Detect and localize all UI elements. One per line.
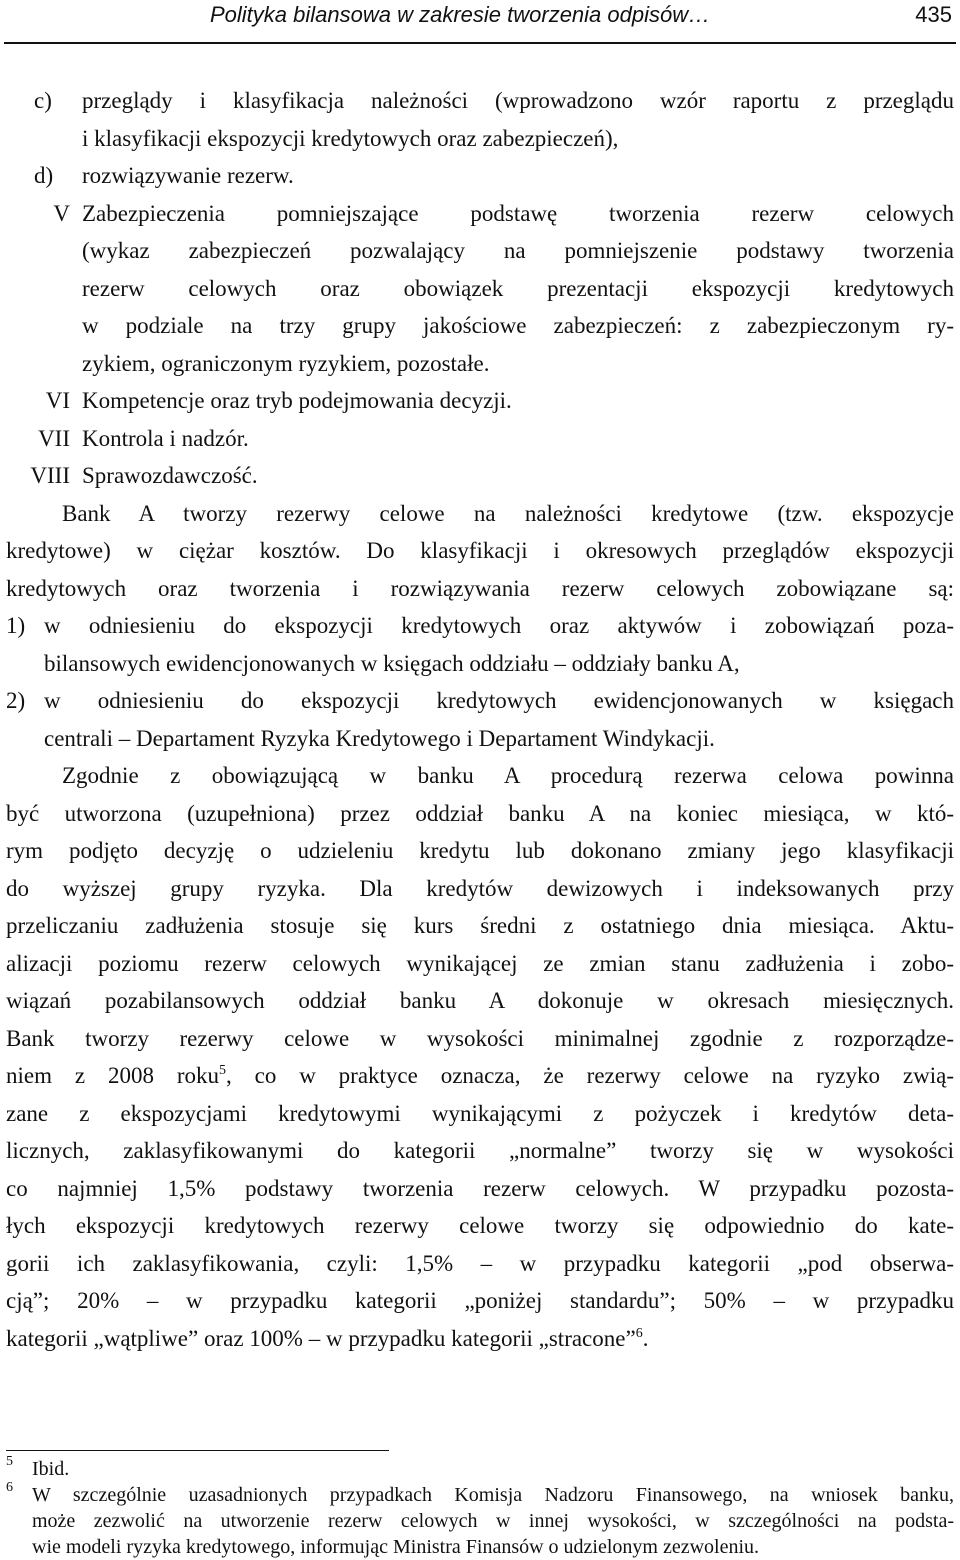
text-run: , co w praktyce oznacza, że rezerwy celowe na ryzyko zwią- <box>225 1063 954 1088</box>
text-line: rezerw celowych oraz obowiązek prezentacji ekspozycji kredytowych <box>82 275 954 301</box>
body-text <box>6 82 954 1357</box>
text-line: Kontrola i nadzór. <box>82 425 249 451</box>
text-line: rozwiązywanie rezerw. <box>82 163 294 188</box>
text-line: Kompetencje oraz tryb podejmowania decyzji. <box>82 388 512 413</box>
text-line: Sprawozdawczość. <box>82 463 258 488</box>
text-line: Bank A tworzy rezerwy celowe na należności kredytowe (tzw. ekspozycje <box>62 500 954 526</box>
text-line: przeglądy i klasyfikacja należności (wprowadzono wzór raportu z przeglądu <box>82 88 954 113</box>
text-line: centrali – Departament Ryzyka Kredytowego i Departament Windykacji. <box>44 725 715 751</box>
paragraph-1 <box>6 495 954 608</box>
footnote-mark: 5 <box>6 1454 13 1469</box>
text-run: niem z 2008 roku <box>6 1063 219 1088</box>
text-line: zykiem, ograniczonym ryzykiem, pozostałe. <box>82 350 490 376</box>
text-run: kategorii „wątpliwe” oraz 100% – w przypadku kategorii „stracone” <box>6 1325 636 1351</box>
footnote-ref-6[interactable]: 6 <box>635 1325 643 1341</box>
footnote-separator <box>6 1450 389 1451</box>
section-marker: VI <box>45 388 70 413</box>
list-item-d <box>6 157 954 195</box>
text-line <box>6 1320 954 1358</box>
page-number: 435 <box>915 2 952 27</box>
section-marker: VIII <box>30 463 70 488</box>
text-line: cją”; 20% – w przypadku kategorii „poniżej standardu”; 50% – w przypadku <box>6 1288 954 1313</box>
text-line: w odniesieniu do ekspozycji kredytowych oraz aktywów i zobowiązań poza- <box>44 613 954 638</box>
text-line: zane z ekspozycjami kredytowymi wynikającymi z pożyczek i kredytów deta- <box>6 1100 954 1126</box>
text-run: . <box>642 1325 649 1351</box>
text-line: licznych, zaklasyfikowanymi do kategorii „normalne” tworzy się w wysokości <box>6 1138 954 1163</box>
footnote-6 <box>6 1482 954 1560</box>
footnote-text: Ibid. <box>32 1458 70 1480</box>
footnote-mark: 6 <box>6 1480 13 1495</box>
section-item-vi <box>6 382 954 420</box>
section-item-viii <box>6 457 954 495</box>
footnote-ref-5[interactable]: 5 <box>218 1063 226 1078</box>
list-marker: d) <box>34 163 54 188</box>
text-line: co najmniej 1,5% podstawy tworzenia rezerw celowych. W przypadku pozosta- <box>6 1175 954 1201</box>
text-line: być utworzona (uzupełniona) przez oddział banku A na koniec miesiąca, w któ- <box>6 800 954 826</box>
section-marker: V <box>53 200 70 226</box>
numbered-item-2 <box>6 682 954 757</box>
text-line: kredytowe) w ciężar kosztów. Do klasyfikacji i okresowych przeglądów ekspozycji <box>6 538 954 563</box>
text-line: wiązań pozabilansowych oddział banku A dokonuje w okresach miesięcznych. <box>6 988 954 1013</box>
list-item-c <box>6 82 954 157</box>
text-line: alizacji poziomu rezerw celowych wynikającej ze zmian stanu zadłużenia i zobo- <box>6 950 954 976</box>
text-line: (wykaz zabezpieczeń pozwalający na pomniejszenie podstawy tworzenia <box>82 238 954 263</box>
section-item-v <box>6 195 954 383</box>
text-line: w podziale na trzy grupy jakościowe zabezpieczeń: z zabezpieczonym ry- <box>82 313 954 338</box>
text-line: bilansowych ewidencjonowanych w księgach oddziału – oddziały banku A, <box>44 650 740 676</box>
header-rule <box>4 42 956 44</box>
section-marker: VII <box>38 425 70 451</box>
paragraph-2 <box>6 757 954 1357</box>
section-item-vii <box>6 420 954 458</box>
text-line: gorii ich zaklasyfikowania, czyli: 1,5% – w przypadku kategorii „pod obserwa- <box>6 1250 954 1276</box>
text-line <box>6 1057 954 1095</box>
footnotes <box>6 1456 954 1560</box>
running-title: Polityka bilansowa w zakresie tworzenia odpisów… <box>210 2 711 27</box>
text-line: Zabezpieczenia pomniejszające podstawę tworzenia rezerw celowych <box>82 200 954 226</box>
text-line: rym podjęto decyzję o udzieleniu kredytu lub dokonano zmiany jego klasyfikacji <box>6 838 954 863</box>
text-line: przeliczaniu zadłużenia stosuje się kurs średni z ostatniego dnia miesiąca. Aktu- <box>6 913 954 938</box>
text-line: w odniesieniu do ekspozycji kredytowych ewidencjonowanych w księgach <box>44 688 954 713</box>
text-line: do wyższej grupy ryzyka. Dla kredytów dewizowych i indeksowanych przy <box>6 875 954 901</box>
text-line: łych ekspozycji kredytowych rezerwy celowe tworzy się odpowiednio do kate- <box>6 1213 954 1238</box>
page-header <box>0 0 960 44</box>
numbered-item-1 <box>6 607 954 682</box>
list-marker: 2) <box>6 688 26 713</box>
footnote-5 <box>6 1456 954 1482</box>
text-line: Bank tworzy rezerwy celowe w wysokości minimalnej zgodnie z rozporządze- <box>6 1025 954 1051</box>
list-marker: c) <box>34 88 52 113</box>
footnote-text: W szczególnie uzasadnionych przypadkach Komisja Nadzoru Finansowego, na wniosek banku, <box>32 1484 954 1506</box>
text-line: kredytowych oraz tworzenia i rozwiązywania rezerw celowych zobowiązane są: <box>6 575 954 601</box>
footnote-text: może zezwolić na utworzenie rezerw celowych w innej wysokości, w szczególności na podsta- <box>32 1510 954 1532</box>
footnote-text: wie modeli ryzyka kredytowego, informując Ministra Finansów o udzielonym zezwoleniu. <box>32 1536 760 1558</box>
text-line: Zgodnie z obowiązującą w banku A procedurą rezerwa celowa powinna <box>62 763 954 788</box>
text-line: i klasyfikacji ekspozycji kredytowych oraz zabezpieczeń), <box>82 125 619 151</box>
list-marker: 1) <box>6 613 26 638</box>
